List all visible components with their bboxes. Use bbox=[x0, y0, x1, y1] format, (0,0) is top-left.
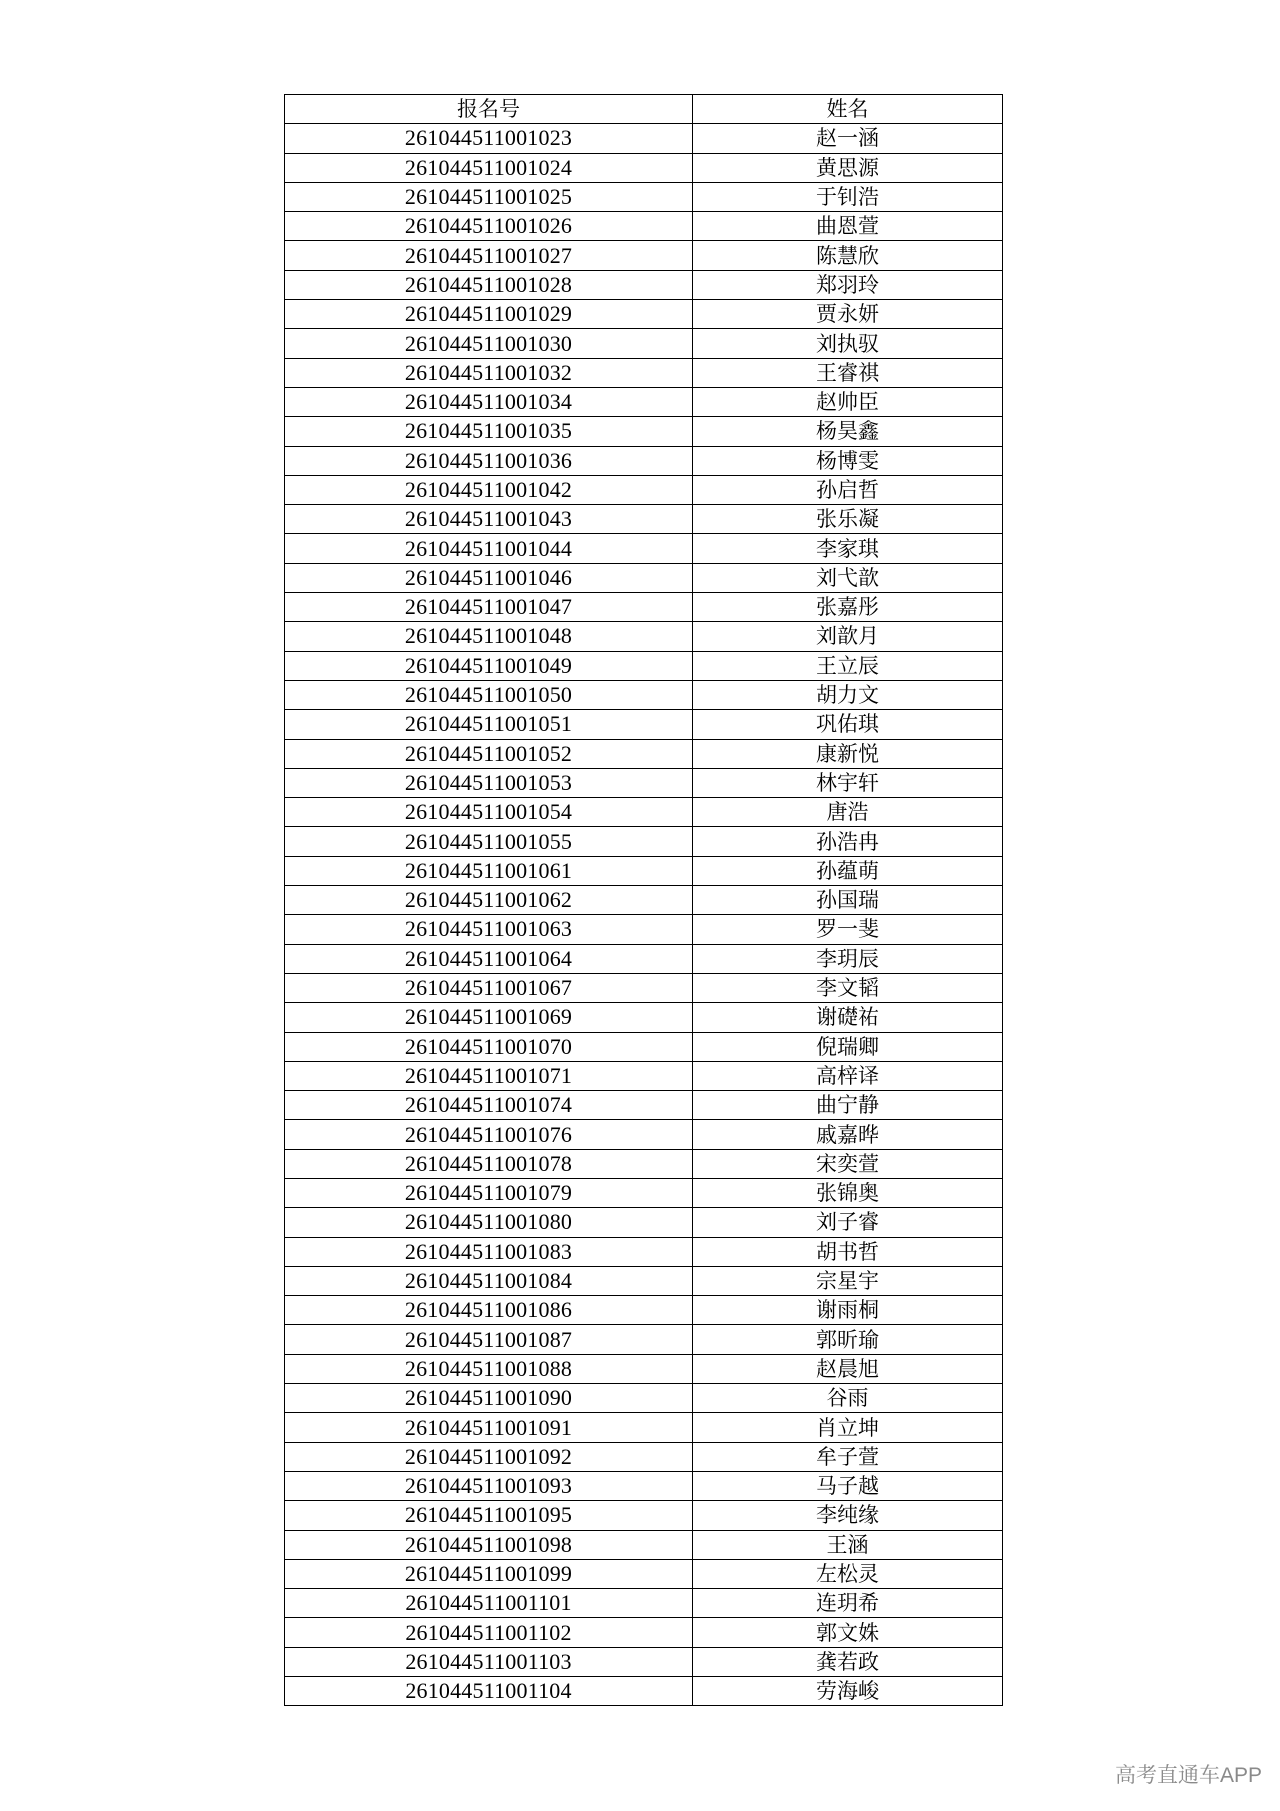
name-cell: 曲宁静 bbox=[693, 1091, 1003, 1120]
table-row bbox=[285, 1647, 1003, 1676]
table-row bbox=[285, 1442, 1003, 1471]
name-cell: 赵帅臣 bbox=[693, 387, 1003, 416]
name-cell: 赵一涵 bbox=[693, 124, 1003, 153]
name-cell: 王涵 bbox=[693, 1530, 1003, 1559]
registration-number-cell: 261044511001071 bbox=[285, 1061, 693, 1090]
table-row bbox=[285, 1237, 1003, 1266]
name-cell: 王睿祺 bbox=[693, 358, 1003, 387]
table-row bbox=[285, 1178, 1003, 1207]
registration-number-cell: 261044511001051 bbox=[285, 710, 693, 739]
name-cell: 谢雨桐 bbox=[693, 1296, 1003, 1325]
name-cell: 刘子睿 bbox=[693, 1208, 1003, 1237]
table-row bbox=[285, 505, 1003, 534]
name-cell: 杨昊鑫 bbox=[693, 417, 1003, 446]
table-row bbox=[285, 944, 1003, 973]
name-cell: 刘歆月 bbox=[693, 622, 1003, 651]
name-cell: 谷雨 bbox=[693, 1384, 1003, 1413]
name-cell: 宗星宇 bbox=[693, 1266, 1003, 1295]
registration-number-cell: 261044511001098 bbox=[285, 1530, 693, 1559]
header-row bbox=[285, 95, 1003, 124]
table-row bbox=[285, 710, 1003, 739]
table-row bbox=[285, 1149, 1003, 1178]
registration-number-cell: 261044511001083 bbox=[285, 1237, 693, 1266]
registration-number-cell: 261044511001069 bbox=[285, 1003, 693, 1032]
name-cell: 贾永妍 bbox=[693, 300, 1003, 329]
table-row bbox=[285, 798, 1003, 827]
registration-number-cell: 261044511001043 bbox=[285, 505, 693, 534]
table-row bbox=[285, 739, 1003, 768]
registration-number-cell: 261044511001032 bbox=[285, 358, 693, 387]
registration-number-cell: 261044511001102 bbox=[285, 1618, 693, 1647]
table-row bbox=[285, 1091, 1003, 1120]
registration-number-cell: 261044511001064 bbox=[285, 944, 693, 973]
name-cell: 张锦奥 bbox=[693, 1178, 1003, 1207]
table-row bbox=[285, 1530, 1003, 1559]
name-cell: 林宇轩 bbox=[693, 768, 1003, 797]
registration-number-cell: 261044511001029 bbox=[285, 300, 693, 329]
table-header bbox=[285, 95, 1003, 124]
table-row bbox=[285, 1589, 1003, 1618]
name-cell: 胡力文 bbox=[693, 680, 1003, 709]
registration-number-cell: 261044511001091 bbox=[285, 1413, 693, 1442]
registration-number-cell: 261044511001034 bbox=[285, 387, 693, 416]
table-row bbox=[285, 651, 1003, 680]
registration-number-cell: 261044511001079 bbox=[285, 1178, 693, 1207]
registration-number-cell: 261044511001048 bbox=[285, 622, 693, 651]
registration-number-cell: 261044511001050 bbox=[285, 680, 693, 709]
registration-number-cell: 261044511001092 bbox=[285, 1442, 693, 1471]
name-cell: 唐浩 bbox=[693, 798, 1003, 827]
table-row bbox=[285, 1120, 1003, 1149]
table-row bbox=[285, 1003, 1003, 1032]
table-row bbox=[285, 973, 1003, 1002]
table-row bbox=[285, 680, 1003, 709]
name-cell: 赵晨旭 bbox=[693, 1354, 1003, 1383]
table-row bbox=[285, 124, 1003, 153]
name-cell: 孙浩冉 bbox=[693, 827, 1003, 856]
registration-number-cell: 261044511001070 bbox=[285, 1032, 693, 1061]
registration-table bbox=[284, 94, 1003, 1706]
table-row bbox=[285, 1559, 1003, 1588]
registration-number-cell: 261044511001095 bbox=[285, 1501, 693, 1530]
name-cell: 高梓译 bbox=[693, 1061, 1003, 1090]
registration-number-cell: 261044511001023 bbox=[285, 124, 693, 153]
name-cell: 宋奕萱 bbox=[693, 1149, 1003, 1178]
name-cell: 康新悦 bbox=[693, 739, 1003, 768]
registration-number-cell: 261044511001026 bbox=[285, 212, 693, 241]
table-row bbox=[285, 1354, 1003, 1383]
name-cell: 李纯缘 bbox=[693, 1501, 1003, 1530]
name-cell: 孙国瑞 bbox=[693, 886, 1003, 915]
table-row bbox=[285, 212, 1003, 241]
registration-number-cell: 261044511001104 bbox=[285, 1677, 693, 1706]
table-row bbox=[285, 1061, 1003, 1090]
registration-number-cell: 261044511001086 bbox=[285, 1296, 693, 1325]
registration-number-cell: 261044511001074 bbox=[285, 1091, 693, 1120]
name-cell: 谢礎祐 bbox=[693, 1003, 1003, 1032]
table-row bbox=[285, 1618, 1003, 1647]
table-row bbox=[285, 417, 1003, 446]
registration-number-cell: 261044511001030 bbox=[285, 329, 693, 358]
registration-number-cell: 261044511001044 bbox=[285, 534, 693, 563]
table-row bbox=[285, 300, 1003, 329]
name-cell: 郭文姝 bbox=[693, 1618, 1003, 1647]
table-row bbox=[285, 1384, 1003, 1413]
registration-number-cell: 261044511001055 bbox=[285, 827, 693, 856]
table-row bbox=[285, 622, 1003, 651]
name-cell: 李文韬 bbox=[693, 973, 1003, 1002]
name-cell: 张乐凝 bbox=[693, 505, 1003, 534]
registration-number-cell: 261044511001042 bbox=[285, 475, 693, 504]
name-cell: 肖立坤 bbox=[693, 1413, 1003, 1442]
table-row bbox=[285, 153, 1003, 182]
table-row bbox=[285, 768, 1003, 797]
registration-number-cell: 261044511001076 bbox=[285, 1120, 693, 1149]
name-cell: 曲恩萱 bbox=[693, 212, 1003, 241]
registration-number-cell: 261044511001049 bbox=[285, 651, 693, 680]
table-row bbox=[285, 1208, 1003, 1237]
name-cell: 于钊浩 bbox=[693, 182, 1003, 211]
table-row bbox=[285, 534, 1003, 563]
registration-number-cell: 261044511001084 bbox=[285, 1266, 693, 1295]
table-row bbox=[285, 329, 1003, 358]
registration-number-cell: 261044511001101 bbox=[285, 1589, 693, 1618]
table-row bbox=[285, 886, 1003, 915]
name-cell: 刘执驭 bbox=[693, 329, 1003, 358]
registration-number-cell: 261044511001052 bbox=[285, 739, 693, 768]
registration-number-cell: 261044511001024 bbox=[285, 153, 693, 182]
table-row bbox=[285, 387, 1003, 416]
table-row bbox=[285, 1501, 1003, 1530]
table-row bbox=[285, 915, 1003, 944]
name-cell: 戚嘉晔 bbox=[693, 1120, 1003, 1149]
registration-number-cell: 261044511001099 bbox=[285, 1559, 693, 1588]
registration-number-cell: 261044511001053 bbox=[285, 768, 693, 797]
registration-number-cell: 261044511001036 bbox=[285, 446, 693, 475]
name-cell: 孙启哲 bbox=[693, 475, 1003, 504]
table-row bbox=[285, 241, 1003, 270]
registration-number-cell: 261044511001035 bbox=[285, 417, 693, 446]
name-cell: 巩佑琪 bbox=[693, 710, 1003, 739]
name-cell: 倪瑞卿 bbox=[693, 1032, 1003, 1061]
name-cell: 王立辰 bbox=[693, 651, 1003, 680]
registration-number-cell: 261044511001090 bbox=[285, 1384, 693, 1413]
registration-number-cell: 261044511001047 bbox=[285, 593, 693, 622]
table-row bbox=[285, 270, 1003, 299]
registration-number-cell: 261044511001087 bbox=[285, 1325, 693, 1354]
name-cell: 连玥希 bbox=[693, 1589, 1003, 1618]
table-row bbox=[285, 1032, 1003, 1061]
name-cell: 杨博雯 bbox=[693, 446, 1003, 475]
registration-number-cell: 261044511001062 bbox=[285, 886, 693, 915]
name-cell: 刘弋歆 bbox=[693, 563, 1003, 592]
name-cell: 陈慧欣 bbox=[693, 241, 1003, 270]
registration-number-cell: 261044511001061 bbox=[285, 856, 693, 885]
registration-number-cell: 261044511001088 bbox=[285, 1354, 693, 1383]
registration-number-cell: 261044511001027 bbox=[285, 241, 693, 270]
name-cell: 李家琪 bbox=[693, 534, 1003, 563]
table-row bbox=[285, 1413, 1003, 1442]
table-row bbox=[285, 1325, 1003, 1354]
name-cell: 张嘉彤 bbox=[693, 593, 1003, 622]
name-cell: 左松灵 bbox=[693, 1559, 1003, 1588]
name-cell: 胡书哲 bbox=[693, 1237, 1003, 1266]
name-cell: 罗一斐 bbox=[693, 915, 1003, 944]
table-row bbox=[285, 1471, 1003, 1500]
name-cell: 黄思源 bbox=[693, 153, 1003, 182]
registration-number-cell: 261044511001028 bbox=[285, 270, 693, 299]
registration-number-cell: 261044511001025 bbox=[285, 182, 693, 211]
watermark-text: 高考直通车APP bbox=[1114, 1764, 1262, 1787]
registration-number-cell: 261044511001080 bbox=[285, 1208, 693, 1237]
name-cell: 马子越 bbox=[693, 1471, 1003, 1500]
registration-number-cell: 261044511001078 bbox=[285, 1149, 693, 1178]
name-cell: 牟子萱 bbox=[693, 1442, 1003, 1471]
table-row bbox=[285, 1296, 1003, 1325]
name-cell: 孙蕴萌 bbox=[693, 856, 1003, 885]
registration-number-cell: 261044511001063 bbox=[285, 915, 693, 944]
header-name: 姓名 bbox=[693, 95, 1003, 124]
table-row bbox=[285, 856, 1003, 885]
name-cell: 龚若政 bbox=[693, 1647, 1003, 1676]
name-cell: 劳海峻 bbox=[693, 1677, 1003, 1706]
registration-number-cell: 261044511001046 bbox=[285, 563, 693, 592]
registration-number-cell: 261044511001093 bbox=[285, 1471, 693, 1500]
table-row bbox=[285, 827, 1003, 856]
table-row bbox=[285, 1266, 1003, 1295]
registration-number-cell: 261044511001103 bbox=[285, 1647, 693, 1676]
table-body bbox=[285, 124, 1003, 1706]
table-row bbox=[285, 593, 1003, 622]
header-registration-number: 报名号 bbox=[285, 95, 693, 124]
name-cell: 郭昕瑜 bbox=[693, 1325, 1003, 1354]
table-row bbox=[285, 182, 1003, 211]
table-row bbox=[285, 358, 1003, 387]
table-row bbox=[285, 1677, 1003, 1706]
name-cell: 李玥辰 bbox=[693, 944, 1003, 973]
table-row bbox=[285, 446, 1003, 475]
name-cell: 郑羽玲 bbox=[693, 270, 1003, 299]
registration-number-cell: 261044511001054 bbox=[285, 798, 693, 827]
table-row bbox=[285, 475, 1003, 504]
table-row bbox=[285, 563, 1003, 592]
registration-number-cell: 261044511001067 bbox=[285, 973, 693, 1002]
